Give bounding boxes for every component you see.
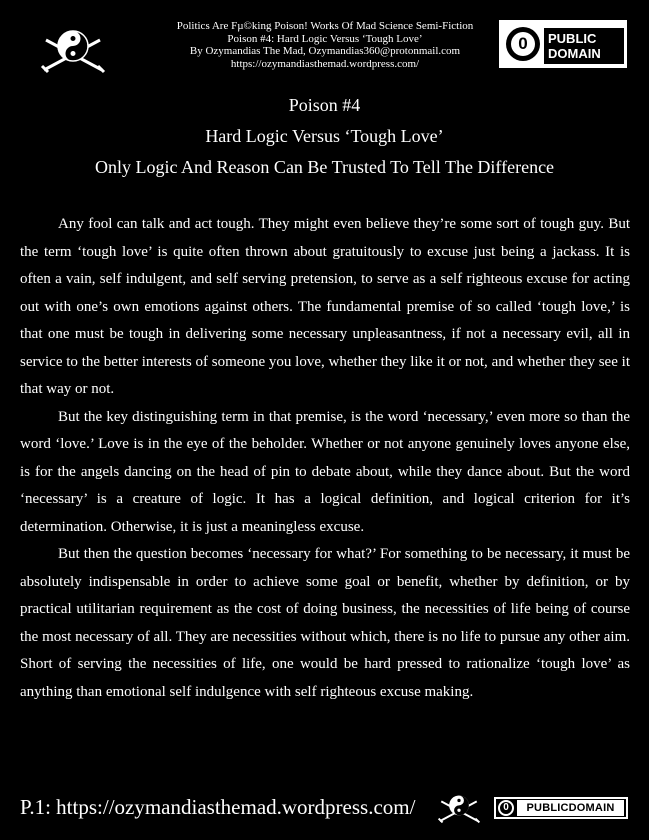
header-series-title: Politics Are Fµ©king Poison! Works Of Mad Science Semi-Fiction: [176, 20, 474, 32]
paragraph-1: Any fool can talk and act tough. They might even believe they’re some sort of tough guy. But the term ‘tough love’ is quite often thrown about gratuitously to excuse just being a jackass. It is often a vain, self indulgent, and self serving pretension, to serve as a self righteous excuse for acting out with one’s own emotions against others. The fundamental premise of so called ‘tough love,’ is that one must be tough in delivering some necessary unpleasantness, if not a necessary evil, all in service to the better interests of someone you love, whether they like it or not, and whether they see it that way or not.: [20, 216, 630, 397]
paragraph-3: But then the question becomes ‘necessary for what?’ For something to be necessary, it must be absolutely indispensable in order to achieve some goal or benefit, whether by definition, or by practical utilitarian requirement as the cost of doing business, the necessities of life being of course the most necessary of all. They are necessities without which, there is no life to pursue any other aim. Short of serving the necessities of life, one would be hard pressed to rationalize ‘tough love’ as anything than emotional self indulgence with self righteous excuse making.: [20, 546, 630, 700]
header-episode-title: Poison #4: Hard Logic Versus ‘Tough Love’: [227, 32, 423, 45]
poison-number: Poison #4: [288, 95, 361, 115]
public-domain-badge: [499, 20, 627, 68]
public-domain-label: PUBLICDOMAIN: [517, 800, 624, 816]
article-body: [20, 211, 630, 706]
title-block: [0, 90, 649, 183]
article-subtitle: Only Logic And Reason Can Be Trusted To Tell The Difference: [94, 157, 555, 177]
pirate-yin-yang-logo: [38, 26, 108, 74]
article-title: Hard Logic Versus ‘Tough Love’: [205, 126, 444, 146]
public-domain-zero-icon: 0: [498, 800, 514, 816]
footer-page-url[interactable]: P.1: https://ozymandiasthemad.wordpress.com/: [20, 795, 416, 819]
yin-yang-crossed-swords-icon: [436, 790, 482, 826]
document-header: [150, 20, 500, 70]
header-url[interactable]: https://ozymandiasthemad.wordpress.com/: [230, 57, 420, 70]
footer-pirate-logo: [436, 790, 482, 826]
footer-public-domain-badge: [494, 797, 628, 819]
yin-yang-crossed-swords-icon: [38, 26, 108, 74]
public-domain-label: PUBLIC DOMAIN: [544, 28, 624, 64]
paragraph-2: But the key distinguishing term in that premise, is the word ‘necessary,’ even more so than the word ‘love.’ Love is in the eye of the beholder. Whether or not anyone genuinely loves anyone else, is for the angels dancing on the head of pin to debate about, while they dance about. But the word ‘necessary’ is a creature of logic. It has a logical definition, and logical criterion for it’s determination. Otherwise, it is just a meaningless excuse.: [20, 408, 630, 535]
public-domain-zero-icon: 0: [506, 27, 540, 61]
header-author: By Ozymandias The Mad, Ozymandias360@protonmail.com: [189, 45, 461, 57]
